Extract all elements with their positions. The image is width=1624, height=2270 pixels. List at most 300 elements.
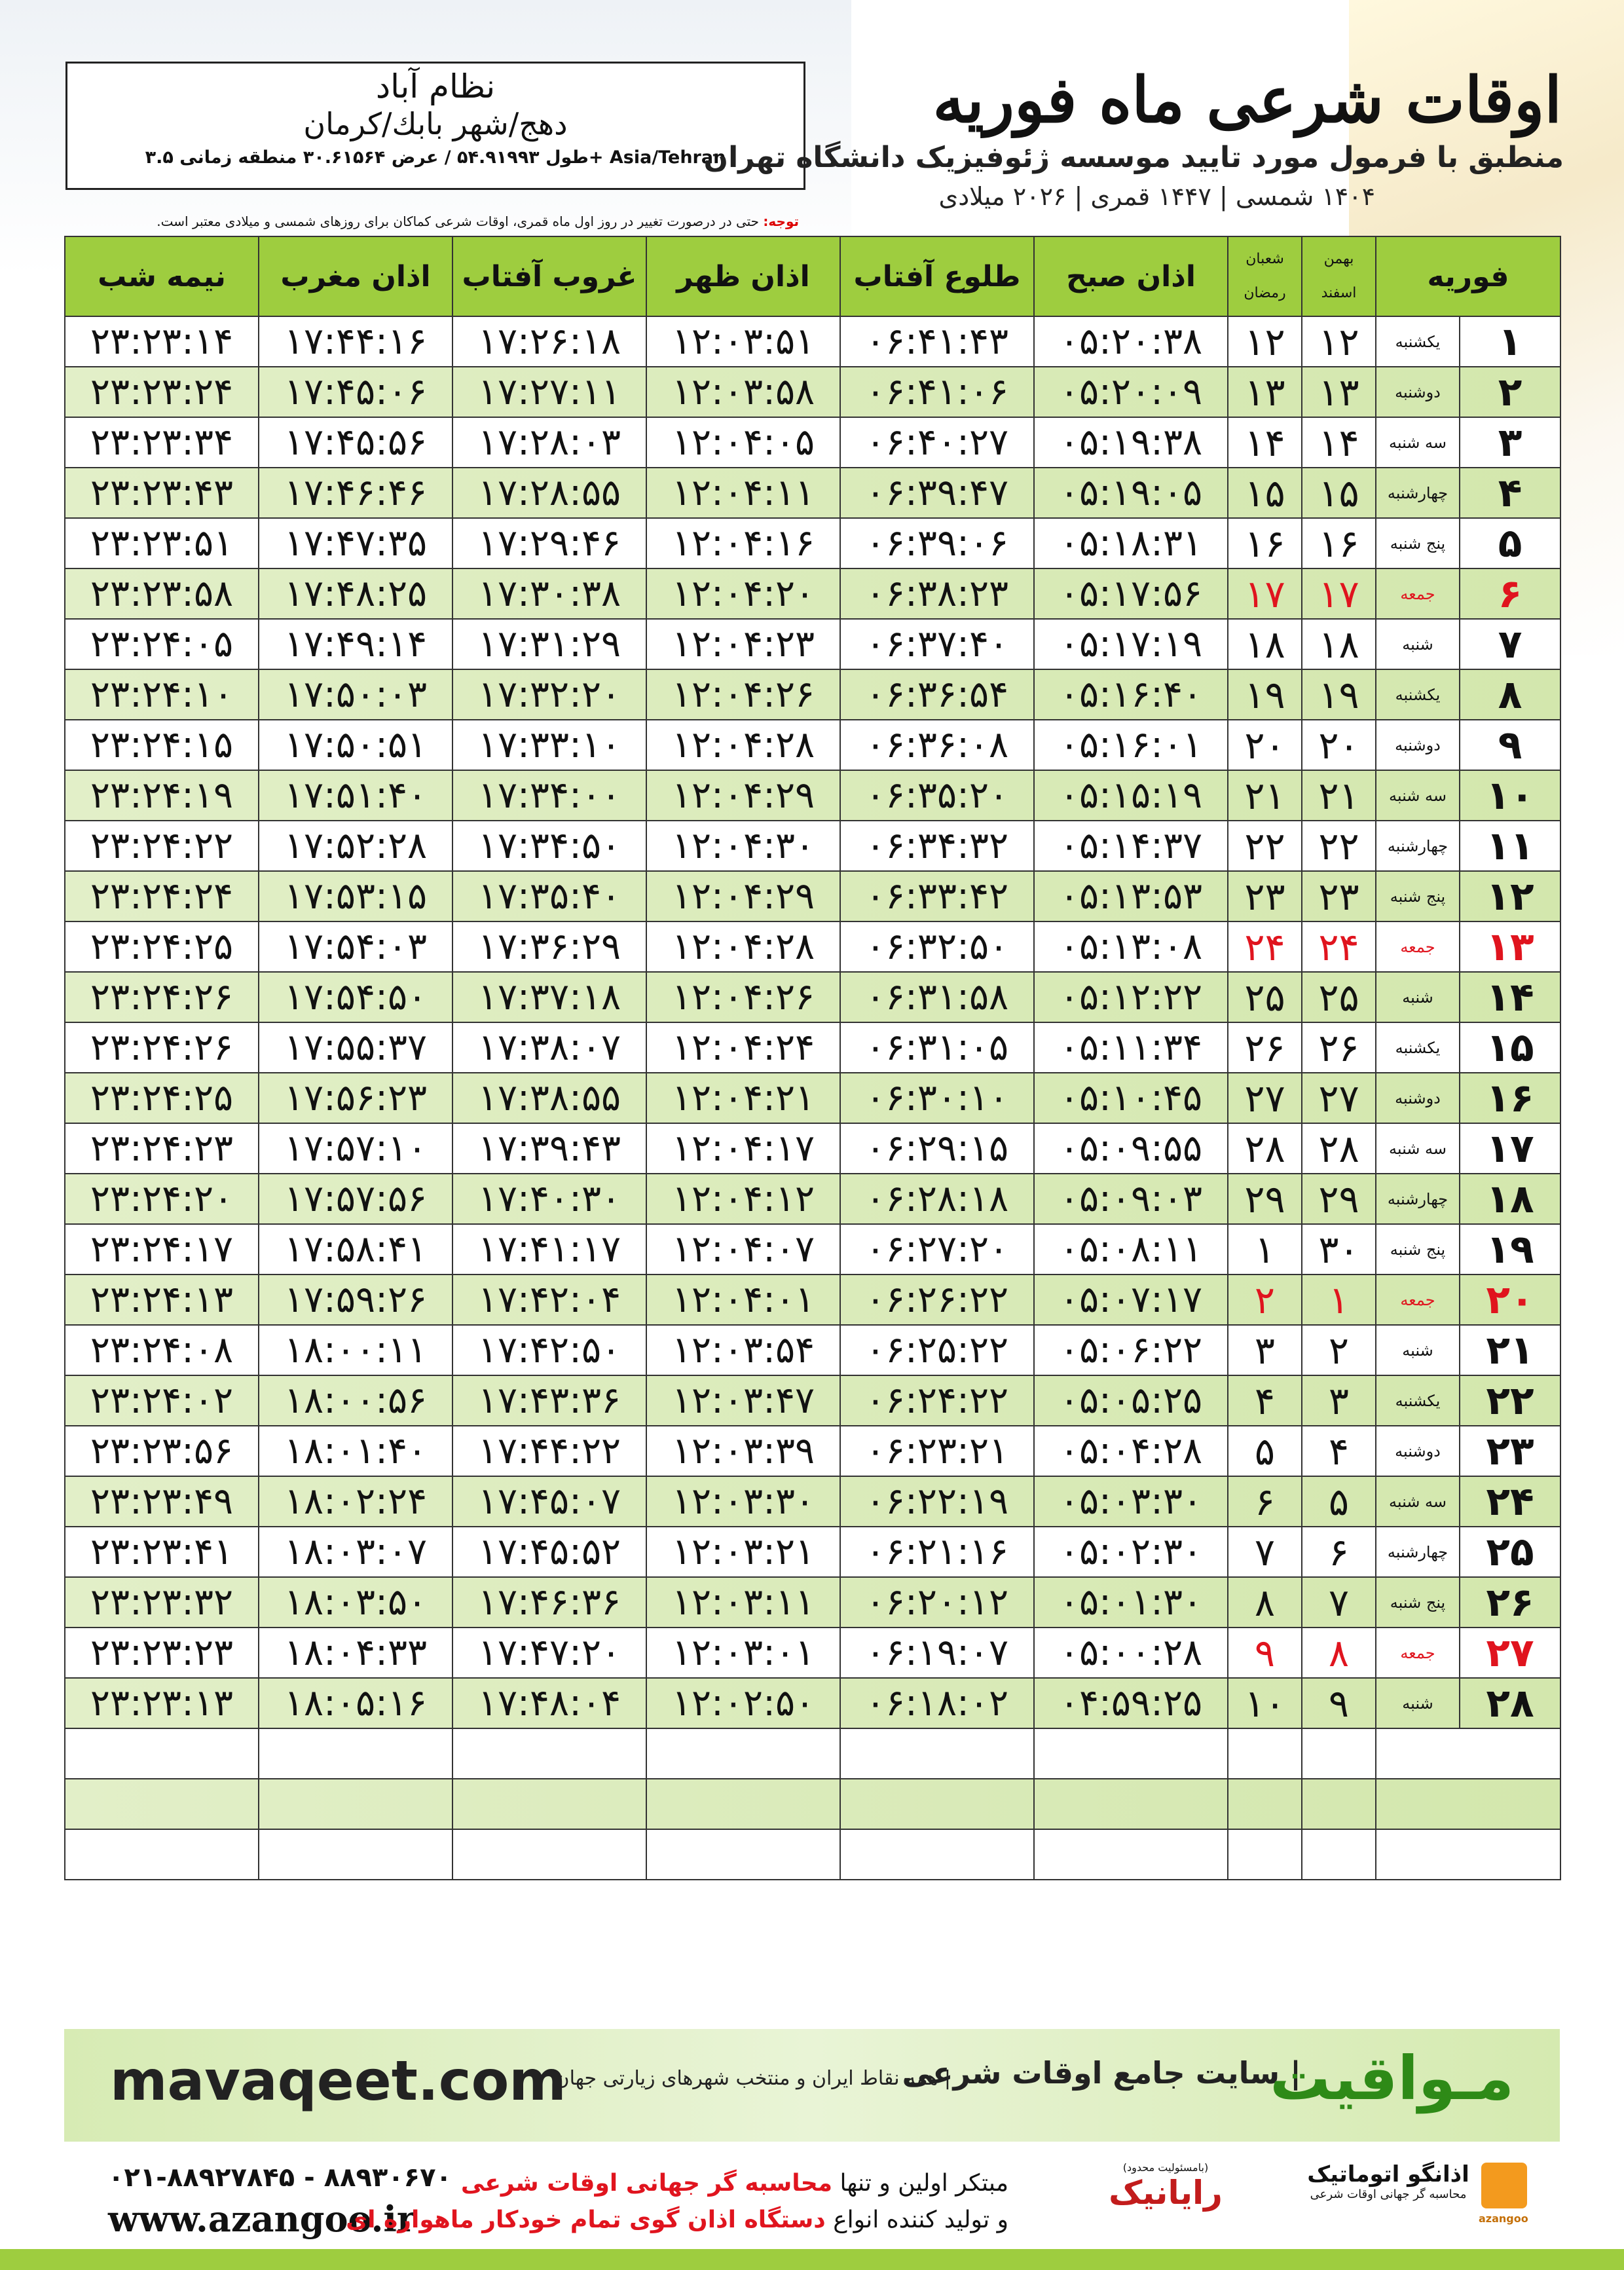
cell-persian: ۲۳ xyxy=(1302,871,1376,921)
time-dhuhr: ۱۲:۰۴:۲۹ xyxy=(646,871,840,921)
time-fajr: ۰۵:۱۷:۱۹ xyxy=(1034,619,1228,669)
time-midnight: ۲۳:۲۳:۴۱ xyxy=(65,1527,259,1577)
time-sunset: ۱۷:۳۰:۳۸ xyxy=(452,568,646,619)
time-maghrib: ۱۷:۴۵:۰۶ xyxy=(259,367,452,417)
time-sunrise: ۰۶:۱۸:۰۲ xyxy=(840,1678,1034,1728)
cell-persian: ۱۲ xyxy=(1302,316,1376,367)
time-midnight: ۲۳:۲۳:۲۴ xyxy=(65,367,259,417)
empty-cell xyxy=(259,1779,452,1829)
time-sunset: ۱۷:۳۸:۰۷ xyxy=(452,1022,646,1073)
time-sunrise: ۰۶:۳۲:۵۰ xyxy=(840,921,1034,972)
table-row xyxy=(65,1375,1560,1426)
table-row xyxy=(65,1527,1560,1577)
cell-lunar: ۲۴ xyxy=(1228,921,1302,972)
cell-day: ۲۵ xyxy=(1460,1527,1560,1577)
time-sunrise: ۰۶:۳۵:۲۰ xyxy=(840,770,1034,821)
time-fajr: ۰۵:۰۷:۱۷ xyxy=(1034,1275,1228,1325)
time-dhuhr: ۱۲:۰۳:۲۱ xyxy=(646,1527,840,1577)
time-dhuhr: ۱۲:۰۴:۲۹ xyxy=(646,770,840,821)
cell-weekday: یکشنبه xyxy=(1376,1022,1460,1073)
page-subtitle: منطبق با فرمول مورد تایید موسسه ژئوفیزیک دانشگاه تهران xyxy=(703,141,1564,174)
time-midnight: ۲۳:۲۴:۲۴ xyxy=(65,871,259,921)
time-sunrise: ۰۶:۳۱:۰۵ xyxy=(840,1022,1034,1073)
cell-day: ۲۴ xyxy=(1460,1476,1560,1527)
cell-persian: ۱۶ xyxy=(1302,518,1376,568)
time-sunset: ۱۷:۳۵:۴۰ xyxy=(452,871,646,921)
cell-day: ۹ xyxy=(1460,720,1560,770)
time-fajr: ۰۵:۲۰:۰۹ xyxy=(1034,367,1228,417)
time-fajr: ۰۵:۰۶:۲۲ xyxy=(1034,1325,1228,1375)
time-maghrib: ۱۸:۰۱:۴۰ xyxy=(259,1426,452,1476)
cell-weekday: شنبه xyxy=(1376,619,1460,669)
note xyxy=(62,214,799,229)
page-title: اوقات شرعی ماه فوریه xyxy=(932,63,1562,137)
time-sunset: ۱۷:۳۲:۲۰ xyxy=(452,669,646,720)
bottom-bar xyxy=(0,2249,1624,2270)
time-fajr: ۰۵:۰۹:۵۵ xyxy=(1034,1123,1228,1174)
cell-day: ۲۶ xyxy=(1460,1577,1560,1628)
time-fajr: ۰۵:۱۲:۲۲ xyxy=(1034,972,1228,1022)
ad-line-1b: محاسبه گر جهانی اوقات شرعی xyxy=(460,2170,832,2197)
cell-lunar: ۱۵ xyxy=(1228,468,1302,518)
empty-row xyxy=(65,1728,1560,1779)
empty-cell xyxy=(1376,1779,1560,1829)
ad-line-2 xyxy=(346,2202,1008,2239)
time-dhuhr: ۱۲:۰۴:۲۶ xyxy=(646,669,840,720)
table-row xyxy=(65,720,1560,770)
cell-persian: ۲۲ xyxy=(1302,821,1376,871)
cell-lunar: ۳ xyxy=(1228,1325,1302,1375)
ad-text xyxy=(346,2165,1008,2239)
time-midnight: ۲۳:۲۴:۲۶ xyxy=(65,1022,259,1073)
time-fajr: ۰۵:۱۷:۵۶ xyxy=(1034,568,1228,619)
time-fajr: ۰۵:۱۴:۳۷ xyxy=(1034,821,1228,871)
cell-weekday: سه شنبه xyxy=(1376,1476,1460,1527)
cell-day: ۲ xyxy=(1460,367,1560,417)
time-sunrise: ۰۶:۲۵:۲۲ xyxy=(840,1325,1034,1375)
cell-day: ۱۵ xyxy=(1460,1022,1560,1073)
table-row xyxy=(65,417,1560,468)
cell-lunar: ۱۰ xyxy=(1228,1678,1302,1728)
time-dhuhr: ۱۲:۰۴:۲۱ xyxy=(646,1073,840,1123)
time-maghrib: ۱۷:۵۶:۲۳ xyxy=(259,1073,452,1123)
time-sunset: ۱۷:۲۸:۰۳ xyxy=(452,417,646,468)
time-dhuhr: ۱۲:۰۳:۳۰ xyxy=(646,1476,840,1527)
time-sunset: ۱۷:۳۸:۵۵ xyxy=(452,1073,646,1123)
time-maghrib: ۱۷:۵۷:۵۶ xyxy=(259,1174,452,1224)
cell-persian: ۲۹ xyxy=(1302,1174,1376,1224)
cell-weekday: دوشنبه xyxy=(1376,1073,1460,1123)
col-persian xyxy=(1302,236,1376,316)
cell-day: ۵ xyxy=(1460,518,1560,568)
time-dhuhr: ۱۲:۰۴:۱۷ xyxy=(646,1123,840,1174)
col-lunar xyxy=(1228,236,1302,316)
time-dhuhr: ۱۲:۰۴:۲۸ xyxy=(646,720,840,770)
azangoo-name: اذانگو اتوماتیک xyxy=(1307,2161,1469,2187)
table-row xyxy=(65,367,1560,417)
azangoo-logo xyxy=(1300,2161,1477,2227)
cell-persian: ۶ xyxy=(1302,1527,1376,1577)
time-maghrib: ۱۷:۵۱:۴۰ xyxy=(259,770,452,821)
time-dhuhr: ۱۲:۰۴:۰۷ xyxy=(646,1224,840,1275)
raianik-small: (بامسئولیت محدود) xyxy=(1122,2161,1209,2174)
empty-cell xyxy=(646,1779,840,1829)
cell-day: ۱۰ xyxy=(1460,770,1560,821)
cell-weekday: جمعه xyxy=(1376,568,1460,619)
cell-persian: ۵ xyxy=(1302,1476,1376,1527)
cell-weekday: شنبه xyxy=(1376,1325,1460,1375)
empty-cell xyxy=(1228,1829,1302,1880)
table-row xyxy=(65,1073,1560,1123)
time-fajr: ۰۵:۲۰:۳۸ xyxy=(1034,316,1228,367)
cell-lunar: ۲۰ xyxy=(1228,720,1302,770)
time-dhuhr: ۱۲:۰۴:۲۰ xyxy=(646,568,840,619)
cell-lunar: ۵ xyxy=(1228,1426,1302,1476)
cell-lunar: ۲۸ xyxy=(1228,1123,1302,1174)
table-row xyxy=(65,1476,1560,1527)
time-dhuhr: ۱۲:۰۳:۱۱ xyxy=(646,1577,840,1628)
empty-cell xyxy=(1034,1779,1228,1829)
col-fajr: اذان صبح xyxy=(1034,236,1228,316)
cell-day: ۲۸ xyxy=(1460,1678,1560,1728)
cell-day: ۶ xyxy=(1460,568,1560,619)
cell-day: ۳ xyxy=(1460,417,1560,468)
table-row xyxy=(65,316,1560,367)
cell-day: ۸ xyxy=(1460,669,1560,720)
table-body xyxy=(65,316,1560,1880)
time-maghrib: ۱۸:۰۳:۰۷ xyxy=(259,1527,452,1577)
table-header xyxy=(65,236,1560,316)
year-dates: ۱۴۰۴ شمسی | ۱۴۴۷ قمری | ۲۰۲۶ میلادی xyxy=(938,182,1375,211)
time-dhuhr: ۱۲:۰۳:۵۴ xyxy=(646,1325,840,1375)
time-fajr: ۰۵:۱۱:۳۴ xyxy=(1034,1022,1228,1073)
cell-persian: ۱۵ xyxy=(1302,468,1376,518)
time-sunrise: ۰۶:۴۱:۰۶ xyxy=(840,367,1034,417)
cell-weekday: جمعه xyxy=(1376,1275,1460,1325)
cell-weekday: جمعه xyxy=(1376,921,1460,972)
cell-persian: ۴ xyxy=(1302,1426,1376,1476)
cell-weekday: یکشنبه xyxy=(1376,669,1460,720)
cell-persian: ۲ xyxy=(1302,1325,1376,1375)
empty-cell xyxy=(1034,1728,1228,1779)
time-sunrise: ۰۶:۳۴:۳۲ xyxy=(840,821,1034,871)
empty-cell xyxy=(646,1829,840,1880)
col-persian-bottom: اسفند xyxy=(1321,285,1357,301)
cell-weekday: پنج شنبه xyxy=(1376,1577,1460,1628)
time-maghrib: ۱۷:۵۰:۰۳ xyxy=(259,669,452,720)
empty-cell xyxy=(65,1829,259,1880)
time-maghrib: ۱۷:۵۰:۵۱ xyxy=(259,720,452,770)
empty-cell xyxy=(840,1829,1034,1880)
time-sunset: ۱۷:۴۸:۰۴ xyxy=(452,1678,646,1728)
location-city: نظام آباد xyxy=(375,67,496,105)
time-sunset: ۱۷:۲۷:۱۱ xyxy=(452,367,646,417)
cell-lunar: ۸ xyxy=(1228,1577,1302,1628)
empty-row xyxy=(65,1829,1560,1880)
table-row xyxy=(65,1426,1560,1476)
empty-cell xyxy=(452,1829,646,1880)
cell-lunar: ۲۹ xyxy=(1228,1174,1302,1224)
cell-weekday: پنج شنبه xyxy=(1376,518,1460,568)
time-midnight: ۲۳:۲۴:۰۸ xyxy=(65,1325,259,1375)
cell-lunar: ۱ xyxy=(1228,1224,1302,1275)
cell-lunar: ۷ xyxy=(1228,1527,1302,1577)
cell-weekday: شنبه xyxy=(1376,972,1460,1022)
time-dhuhr: ۱۲:۰۴:۲۸ xyxy=(646,921,840,972)
time-sunrise: ۰۶:۲۲:۱۹ xyxy=(840,1476,1034,1527)
time-maghrib: ۱۷:۴۹:۱۴ xyxy=(259,619,452,669)
table-row xyxy=(65,921,1560,972)
time-midnight: ۲۳:۲۴:۱۹ xyxy=(65,770,259,821)
cell-persian: ۳۰ xyxy=(1302,1224,1376,1275)
col-midnight: نیمه شب xyxy=(65,236,259,316)
empty-cell xyxy=(65,1728,259,1779)
time-dhuhr: ۱۲:۰۴:۱۶ xyxy=(646,518,840,568)
cell-day: ۱۳ xyxy=(1460,921,1560,972)
empty-cell xyxy=(1228,1728,1302,1779)
time-sunrise: ۰۶:۳۹:۴۷ xyxy=(840,468,1034,518)
time-maghrib: ۱۷:۵۳:۱۵ xyxy=(259,871,452,921)
cell-persian: ۱۸ xyxy=(1302,619,1376,669)
cell-lunar: ۲۵ xyxy=(1228,972,1302,1022)
empty-cell xyxy=(840,1728,1034,1779)
time-maghrib: ۱۷:۵۷:۱۰ xyxy=(259,1123,452,1174)
time-maghrib: ۱۷:۵۵:۳۷ xyxy=(259,1022,452,1073)
time-sunset: ۱۷:۴۳:۳۶ xyxy=(452,1375,646,1426)
cell-lunar: ۱۷ xyxy=(1228,568,1302,619)
time-fajr: ۰۵:۰۱:۳۰ xyxy=(1034,1577,1228,1628)
cell-lunar: ۱۶ xyxy=(1228,518,1302,568)
time-midnight: ۲۳:۲۴:۲۵ xyxy=(65,1073,259,1123)
time-maghrib: ۱۸:۰۴:۳۳ xyxy=(259,1628,452,1678)
time-midnight: ۲۳:۲۴:۱۷ xyxy=(65,1224,259,1275)
time-sunset: ۱۷:۴۴:۲۲ xyxy=(452,1426,646,1476)
table-row xyxy=(65,1123,1560,1174)
time-sunset: ۱۷:۳۱:۲۹ xyxy=(452,619,646,669)
time-sunrise: ۰۶:۲۰:۱۲ xyxy=(840,1577,1034,1628)
col-dhuhr: اذان ظهر xyxy=(646,236,840,316)
cell-day: ۴ xyxy=(1460,468,1560,518)
cell-weekday: سه شنبه xyxy=(1376,417,1460,468)
cell-persian: ۲۷ xyxy=(1302,1073,1376,1123)
time-maghrib: ۱۸:۰۲:۲۴ xyxy=(259,1476,452,1527)
cell-day: ۱ xyxy=(1460,316,1560,367)
empty-cell xyxy=(840,1779,1034,1829)
time-fajr: ۰۵:۰۴:۲۸ xyxy=(1034,1426,1228,1476)
brand-logo: مـواقیت xyxy=(1270,2043,1514,2113)
time-maghrib: ۱۷:۴۶:۴۶ xyxy=(259,468,452,518)
time-midnight: ۲۳:۲۳:۳۲ xyxy=(65,1577,259,1628)
time-midnight: ۲۳:۲۴:۲۶ xyxy=(65,972,259,1022)
cell-weekday: دوشنبه xyxy=(1376,1426,1460,1476)
cell-persian: ۱۷ xyxy=(1302,568,1376,619)
time-dhuhr: ۱۲:۰۳:۰۱ xyxy=(646,1628,840,1678)
cell-persian: ۲۰ xyxy=(1302,720,1376,770)
footer-band xyxy=(64,2029,1560,2142)
time-sunset: ۱۷:۲۶:۱۸ xyxy=(452,316,646,367)
time-sunrise: ۰۶:۲۳:۲۱ xyxy=(840,1426,1034,1476)
empty-cell xyxy=(1302,1728,1376,1779)
time-midnight: ۲۳:۲۴:۰۵ xyxy=(65,619,259,669)
time-sunrise: ۰۶:۳۸:۲۳ xyxy=(840,568,1034,619)
time-midnight: ۲۳:۲۳:۲۳ xyxy=(65,1628,259,1678)
cell-lunar: ۱۲ xyxy=(1228,316,1302,367)
empty-cell xyxy=(452,1728,646,1779)
cell-persian: ۱۴ xyxy=(1302,417,1376,468)
time-sunrise: ۰۶:۳۳:۴۲ xyxy=(840,871,1034,921)
table-row xyxy=(65,1577,1560,1628)
time-dhuhr: ۱۲:۰۴:۱۲ xyxy=(646,1174,840,1224)
col-lunar-bottom: رمضان xyxy=(1244,285,1286,301)
raianik-logo xyxy=(1107,2161,1225,2227)
time-sunset: ۱۷:۴۵:۰۷ xyxy=(452,1476,646,1527)
raianik-name: رایانیک xyxy=(1109,2174,1223,2212)
cell-lunar: ۲۷ xyxy=(1228,1073,1302,1123)
time-fajr: ۰۵:۰۳:۳۰ xyxy=(1034,1476,1228,1527)
time-sunset: ۱۷:۴۵:۵۲ xyxy=(452,1527,646,1577)
time-fajr: ۰۵:۱۶:۴۰ xyxy=(1034,669,1228,720)
time-midnight: ۲۳:۲۳:۵۸ xyxy=(65,568,259,619)
table-row xyxy=(65,568,1560,619)
time-midnight: ۲۳:۲۳:۱۳ xyxy=(65,1678,259,1728)
cell-weekday: یکشنبه xyxy=(1376,1375,1460,1426)
cell-day: ۱۷ xyxy=(1460,1123,1560,1174)
time-dhuhr: ۱۲:۰۳:۵۱ xyxy=(646,316,840,367)
empty-cell xyxy=(65,1779,259,1829)
empty-cell xyxy=(452,1779,646,1829)
table-row xyxy=(65,619,1560,669)
cell-persian: ۱ xyxy=(1302,1275,1376,1325)
table-row xyxy=(65,1678,1560,1728)
col-maghrib: اذان مغرب xyxy=(259,236,452,316)
cell-weekday: چهارشنبه xyxy=(1376,468,1460,518)
col-month: فوریه xyxy=(1376,236,1560,316)
cell-persian: ۱۳ xyxy=(1302,367,1376,417)
time-maghrib: ۱۷:۴۴:۱۶ xyxy=(259,316,452,367)
cell-lunar: ۱۳ xyxy=(1228,367,1302,417)
time-dhuhr: ۱۲:۰۴:۳۰ xyxy=(646,821,840,871)
cell-day: ۱۸ xyxy=(1460,1174,1560,1224)
cell-lunar: ۲ xyxy=(1228,1275,1302,1325)
time-sunrise: ۰۶:۲۶:۲۲ xyxy=(840,1275,1034,1325)
cell-persian: ۲۶ xyxy=(1302,1022,1376,1073)
table-row xyxy=(65,770,1560,821)
azangoo-mark-text: azangoo xyxy=(1479,2212,1528,2225)
time-maghrib: ۱۷:۵۲:۲۸ xyxy=(259,821,452,871)
time-fajr: ۰۵:۰۲:۳۰ xyxy=(1034,1527,1228,1577)
time-sunrise: ۰۶:۲۴:۲۲ xyxy=(840,1375,1034,1426)
note-label: توجه: xyxy=(763,214,799,229)
time-sunset: ۱۷:۲۸:۵۵ xyxy=(452,468,646,518)
cell-weekday: دوشنبه xyxy=(1376,720,1460,770)
ad-line-2a: و تولید کننده انواع xyxy=(833,2206,1008,2233)
table-row xyxy=(65,821,1560,871)
cell-weekday: دوشنبه xyxy=(1376,367,1460,417)
time-dhuhr: ۱۲:۰۴:۰۱ xyxy=(646,1275,840,1325)
brand-tagline: | سایت جامع اوقات شرعی xyxy=(902,2055,1301,2091)
time-midnight: ۲۳:۲۳:۴۳ xyxy=(65,468,259,518)
time-sunset: ۱۷:۳۴:۵۰ xyxy=(452,821,646,871)
time-maghrib: ۱۸:۰۳:۵۰ xyxy=(259,1577,452,1628)
time-sunrise: ۰۶:۴۰:۲۷ xyxy=(840,417,1034,468)
brand-subtitle: | همه نقاط ایران و منتخب شهرهای زیارتی جهان xyxy=(555,2067,951,2090)
time-sunset: ۱۷:۳۷:۱۸ xyxy=(452,972,646,1022)
cell-lunar: ۲۶ xyxy=(1228,1022,1302,1073)
time-maghrib: ۱۷:۴۸:۲۵ xyxy=(259,568,452,619)
time-sunset: ۱۷:۴۲:۵۰ xyxy=(452,1325,646,1375)
col-sunset: غروب آفتاب xyxy=(452,236,646,316)
time-sunset: ۱۷:۴۷:۲۰ xyxy=(452,1628,646,1678)
location-region: دهج/شهر بابك/كرمان xyxy=(303,106,568,141)
time-midnight: ۲۳:۲۴:۲۲ xyxy=(65,821,259,871)
time-sunrise: ۰۶:۳۶:۰۸ xyxy=(840,720,1034,770)
cell-day: ۲۳ xyxy=(1460,1426,1560,1476)
site-url[interactable]: mavaqeet.com xyxy=(110,2049,566,2113)
time-fajr: ۰۵:۱۸:۳۱ xyxy=(1034,518,1228,568)
cell-weekday: سه شنبه xyxy=(1376,1123,1460,1174)
cell-day: ۱۹ xyxy=(1460,1224,1560,1275)
cell-lunar: ۹ xyxy=(1228,1628,1302,1678)
time-dhuhr: ۱۲:۰۴:۱۱ xyxy=(646,468,840,518)
time-fajr: ۰۵:۰۵:۲۵ xyxy=(1034,1375,1228,1426)
table-row xyxy=(65,1325,1560,1375)
time-fajr: ۰۵:۰۸:۱۱ xyxy=(1034,1224,1228,1275)
time-fajr: ۰۵:۱۳:۵۳ xyxy=(1034,871,1228,921)
time-sunset: ۱۷:۴۰:۳۰ xyxy=(452,1174,646,1224)
time-sunset: ۱۷:۳۳:۱۰ xyxy=(452,720,646,770)
website-link[interactable]: www.azangoo.ir xyxy=(108,2198,416,2240)
prayer-times-table xyxy=(64,236,1561,1880)
empty-cell xyxy=(646,1728,840,1779)
cell-weekday: جمعه xyxy=(1376,1628,1460,1678)
table-row xyxy=(65,1628,1560,1678)
table-row xyxy=(65,518,1560,568)
cell-lunar: ۲۳ xyxy=(1228,871,1302,921)
time-fajr: ۰۵:۰۰:۲۸ xyxy=(1034,1628,1228,1678)
table-row xyxy=(65,972,1560,1022)
time-midnight: ۲۳:۲۳:۳۴ xyxy=(65,417,259,468)
time-sunset: ۱۷:۳۹:۴۳ xyxy=(452,1123,646,1174)
table-row xyxy=(65,669,1560,720)
time-fajr: ۰۵:۱۹:۳۸ xyxy=(1034,417,1228,468)
time-sunset: ۱۷:۳۴:۰۰ xyxy=(452,770,646,821)
cell-persian: ۲۸ xyxy=(1302,1123,1376,1174)
time-midnight: ۲۳:۲۴:۲۵ xyxy=(65,921,259,972)
cell-lunar: ۱۹ xyxy=(1228,669,1302,720)
col-lunar-top: شعبان xyxy=(1246,251,1284,267)
empty-cell xyxy=(1376,1829,1560,1880)
table-row xyxy=(65,1174,1560,1224)
time-sunrise: ۰۶:۱۹:۰۷ xyxy=(840,1628,1034,1678)
time-sunset: ۱۷:۲۹:۴۶ xyxy=(452,518,646,568)
time-sunrise: ۰۶:۲۹:۱۵ xyxy=(840,1123,1034,1174)
time-dhuhr: ۱۲:۰۳:۵۸ xyxy=(646,367,840,417)
cell-weekday: سه شنبه xyxy=(1376,770,1460,821)
cell-persian: ۲۴ xyxy=(1302,921,1376,972)
time-dhuhr: ۱۲:۰۴:۰۵ xyxy=(646,417,840,468)
time-fajr: ۰۵:۰۹:۰۳ xyxy=(1034,1174,1228,1224)
time-midnight: ۲۳:۲۳:۱۴ xyxy=(65,316,259,367)
table-row xyxy=(65,871,1560,921)
cell-day: ۱۱ xyxy=(1460,821,1560,871)
empty-cell xyxy=(1034,1829,1228,1880)
cell-weekday: پنج شنبه xyxy=(1376,871,1460,921)
time-fajr: ۰۴:۵۹:۲۵ xyxy=(1034,1678,1228,1728)
time-sunrise: ۰۶:۲۱:۱۶ xyxy=(840,1527,1034,1577)
empty-cell xyxy=(1302,1779,1376,1829)
cell-day: ۲۰ xyxy=(1460,1275,1560,1325)
time-maghrib: ۱۷:۵۸:۴۱ xyxy=(259,1224,452,1275)
